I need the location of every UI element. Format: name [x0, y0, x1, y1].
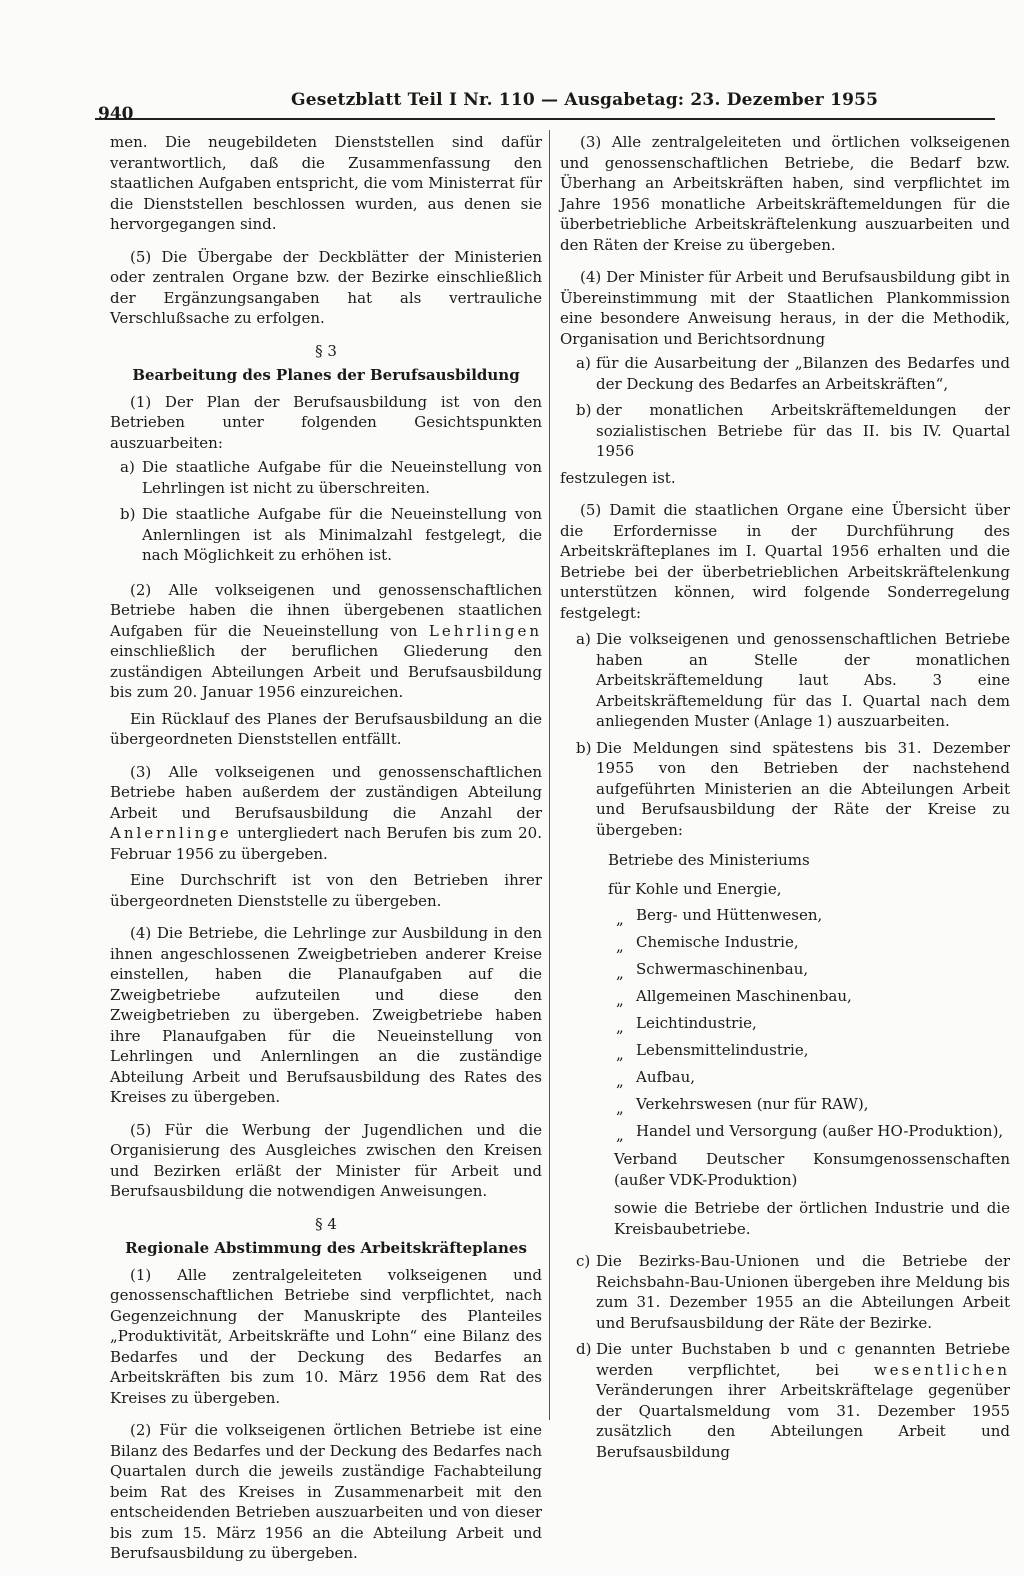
ministry-entry [608, 1094, 1010, 1117]
column-divider [549, 130, 550, 1420]
ministry-entry [608, 986, 1010, 1009]
paragraph: (1) Alle zentralgeleiteten volkseigenen und genossenschaftlichen Betriebe sind verpflichtet, nach Gegenzeichnung der Manuskripte des Planteiles „Produktivität, Arbeitskräfte und Lohn“ eine Bilanz des Bedarfes und der Deckung des Bedarfes an Arbeitskräften bis zum 10. März 1956 dem Rat des Kreises zu übergeben. [110, 1265, 542, 1407]
text-run: (2) Alle volkseigenen und genossenschaftlichen Betriebe haben die ihnen übergebenen staatlichen Aufgaben für die Neueinstellung von [110, 580, 542, 640]
ministry-name: Aufbau, [636, 1068, 696, 1086]
text-run: einschließlich der beruflichen Gliederung den zuständigen Abteilungen Arbeit und Berufsausbildung bis zum 20. Januar 1956 einzureichen. [110, 642, 542, 701]
ministry-name: Allgemeinen Maschinenbau, [636, 987, 852, 1005]
ministry-entry [608, 1040, 1010, 1063]
list-item [560, 400, 1010, 462]
ministry-intro: Betriebe des Ministeriums [608, 851, 810, 869]
list-item [560, 353, 1010, 394]
text-run: Die unter Buchstaben b und c genannten Betriebe werden verpflichtet, bei [596, 1340, 1010, 1379]
right-column [560, 132, 1010, 1468]
spaced-term: wesentlichen [873, 1360, 1010, 1379]
section-number: § 4 [315, 1214, 337, 1233]
item-label: a) [120, 458, 135, 476]
item-label: d) [576, 1340, 592, 1358]
header-title: Gesetzblatt Teil I Nr. 110 — Ausgabetag: 23. Dezember 1955 [291, 90, 879, 110]
paragraph [110, 580, 542, 703]
text-run: untergliedert nach Berufen bis zum 20. Februar 1956 zu übergeben. [110, 824, 542, 863]
list-item [110, 504, 542, 566]
section-number: § 3 [315, 341, 337, 360]
paragraph: (1) Der Plan der Berufsausbildung ist von den Betrieben unter folgenden Gesichtspunkten auszuarbeiten: [110, 392, 542, 452]
ministry-entry [608, 932, 1010, 955]
item-text: Die Meldungen sind spätestens bis 31. Dezember 1955 von den Betrieben der nachstehend aufgeführten Ministerien an die Abteilungen Arbeit und Berufsausbildung der Räte der Kreise zu übergeben: [596, 738, 1010, 839]
ministry-name: Verkehrswesen (nur für RAW), [636, 1095, 869, 1113]
spaced-term: Anlernlinge [110, 824, 232, 842]
page-header [95, 86, 995, 124]
item-label: b) [576, 401, 592, 419]
left-column [110, 132, 542, 1576]
paragraph: (4) Der Minister für Arbeit und Berufsausbildung gibt in Übereinstimmung mit der Staatlichen Plankommission eine besondere Anweisung heraus, in der die Methodik, Organisation und Berichtsordnung [560, 268, 1010, 348]
ministry-entry [608, 1013, 1010, 1036]
item-text: der monatlichen Arbeitskräftemeldungen der sozialistischen Betriebe für das II. bis IV. Quartal 1956 [596, 401, 1010, 460]
ministry-entry [608, 959, 1010, 982]
ditto-mark: „ [616, 1045, 624, 1063]
paragraph: Eine Durchschrift ist von den Betrieben ihrer übergeordneten Dienststelle zu übergeben. [110, 871, 542, 910]
ministry-entry [608, 905, 1010, 928]
section-title: Bearbeitung des Planes der Berufsausbildung [132, 366, 520, 384]
list-item [110, 457, 542, 498]
ditto-mark: „ [616, 937, 624, 955]
ministry-name: Schwermaschinenbau, [636, 960, 809, 978]
ditto-mark: „ [616, 1099, 624, 1117]
paragraph: (4) Die Betriebe, die Lehrlinge zur Ausbildung in den ihnen angeschlossenen Zweigbetrieben anderer Kreise einstellen, haben die Planaufgaben auf die Zweigbetriebe aufzuteilen und diese den Zweigbetrieben zu übergeben. Zweigbetriebe haben ihre Planaufgaben für die Neueinstellung von Lehrlingen und Anlernlingen an die zuständige Abteilung Arbeit und Berufsausbildung des Rates des Kreises zu übergeben. [110, 924, 542, 1106]
paragraph [110, 762, 542, 865]
ditto-mark: „ [616, 964, 624, 982]
list-item [560, 629, 1010, 732]
paragraph: (5) Damit die staatlichen Organe eine Übersicht über die Erfordernisse in der Durchführung des Arbeitskräfteplanes im I. Quartal 1956 erhalten und die Betriebe bei der überbetrieblichen Arbeitskräftelenkung unterstützen können, wird folgende Sonderregelung festgelegt: [560, 501, 1010, 622]
ditto-mark: „ [616, 1072, 624, 1090]
ministry-name: Handel und Versorgung (außer HO-Produktion), [636, 1122, 1004, 1140]
ministry-intro: für Kohle und Energie, [608, 879, 782, 898]
item-label: a) [576, 630, 591, 648]
paragraph: Ein Rücklauf des Planes der Berufsausbildung an die übergeordneten Dienststellen entfällt. [110, 709, 542, 748]
item-text: Die Bezirks-Bau-Unionen und die Betriebe der Reichsbahn-Bau-Unionen übergeben ihre Meldung bis zum 31. Dezember 1955 an die Abteilungen Arbeit und Berufsausbildung der Räte der Bezirke. [596, 1252, 1010, 1332]
ministry-list [560, 905, 1010, 1144]
ministry-entry [608, 1121, 1010, 1144]
item-text: Die volkseigenen und genossenschaftlichen Betriebe haben an Stelle der monatlichen Arbeitskräftemeldung laut Abs. 3 eine Arbeitskräftemeldung für das I. Quartal nach dem anliegenden Muster (Anlage 1) auszuarbeiten. [596, 630, 1010, 730]
ditto-mark: „ [616, 1018, 624, 1036]
list-item [560, 1339, 1010, 1462]
text-run: (3) Alle volkseigenen und genossenschaftlichen Betriebe haben außerdem der zuständigen Abteilung Arbeit und Berufsausbildung die Anzahl der [110, 762, 542, 822]
item-text [596, 1340, 1010, 1461]
paragraph: (5) Die Übergabe der Deckblätter der Ministerien oder zentralen Organe bzw. der Bezirke einschließlich der Ergänzungsangaben hat als vertrauliche Verschlußsache zu erfolgen. [110, 247, 542, 327]
ministry-name: Berg- und Hüttenwesen, [636, 906, 823, 924]
list-item [560, 738, 1010, 841]
item-label: c) [576, 1252, 591, 1270]
text-run: Veränderungen ihrer Arbeitskräftelage gegenüber der Quartalsmeldung vom 31. Dezember 1955 zusätzlich den Abteilungen Arbeit und Berufsausbildung [596, 1381, 1010, 1461]
ministry-name: Lebensmittelindustrie, [636, 1041, 809, 1059]
ministry-name: Chemische Industrie, [636, 933, 799, 951]
section-title: Regionale Abstimmung des Arbeitskräfteplanes [125, 1239, 527, 1257]
paragraph: festzulegen ist. [560, 468, 676, 487]
item-label: a) [576, 354, 591, 372]
paragraph: (2) Für die volkseigenen örtlichen Betriebe ist eine Bilanz des Bedarfes und der Deckung des Bedarfes nach Quartalen durch die jeweils zuständige Fachabteilung beim Rat des Kreises in Zusammenarbeit mit den entscheidenden Betrieben auszuarbeiten und von dieser bis zum 15. März 1956 an die Abteilung Arbeit und Berufsausbildung zu übergeben. [110, 1421, 542, 1562]
paragraph: (3) Alle zentralgeleiteten und örtlichen volkseigenen und genossenschaftlichen Betriebe, die Bedarf bzw. Überhang an Arbeitskräften haben, sind verpflichtet im Jahre 1956 monatliche Arbeitskräftemeldungen für die überbetriebliche Arbeitskräftelenkung auszuarbeiten und den Räten der Kreise zu übergeben. [560, 133, 1010, 254]
page-number: 940 [98, 104, 134, 124]
item-label: b) [120, 505, 136, 523]
ministry-name: Leichtindustrie, [636, 1014, 757, 1032]
ditto-mark: „ [616, 991, 624, 1009]
paragraph: men. Die neugebildeten Dienststellen sind dafür verantwortlich, daß die Zusammenfassung den staatlichen Aufgaben entspricht, die vom Ministerrat für die Dienststellen beschlossen wurden, aus denen sie hervorgegangen sind. [110, 133, 542, 233]
list-item [560, 1251, 1010, 1333]
ditto-mark: „ [616, 910, 624, 928]
verband-entry: Verband Deutscher Konsumgenossenschaften (außer VDK-Produktion) [614, 1150, 1010, 1189]
item-text: Die staatliche Aufgabe für die Neueinstellung von Lehrlingen ist nicht zu überschreiten. [142, 458, 542, 497]
ministry-entry [608, 1067, 1010, 1090]
item-label: b) [576, 738, 592, 757]
paragraph: (5) Für die Werbung der Jugendlichen und die Organisierung des Ausgleiches zwischen den Kreisen und Bezirken erläßt der Minister für Arbeit und Berufsausbildung die notwendigen Anweisungen. [110, 1120, 542, 1200]
item-text: für die Ausarbeitung der „Bilanzen des Bedarfes und der Deckung des Bedarfes an Arbeitskräften“, [596, 354, 1010, 393]
paragraph: sowie die Betriebe der örtlichen Industrie und die Kreisbaubetriebe. [614, 1199, 1010, 1238]
ditto-mark: „ [616, 1126, 624, 1144]
item-text: Die staatliche Aufgabe für die Neueinstellung von Anlernlingen ist als Minimalzahl festgelegt, die nach Möglichkeit zu erhöhen ist. [142, 505, 542, 564]
spaced-term: Lehrlingen [428, 621, 542, 640]
